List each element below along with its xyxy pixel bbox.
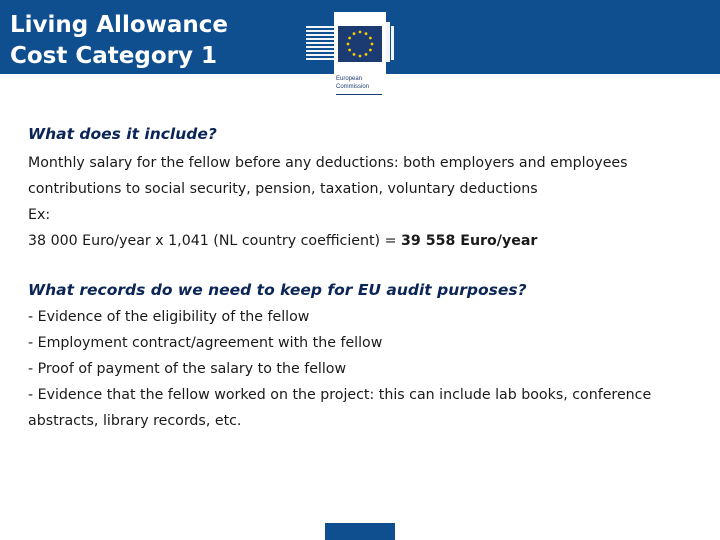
slide-content [28, 124, 688, 434]
records-list [28, 304, 688, 434]
example-result: 39 558 Euro/year [401, 233, 538, 249]
list-item: - Proof of payment of the salary to the fellow [28, 361, 347, 377]
eu-flag-icon [300, 12, 396, 74]
title-line-2: Cost Category 1 [10, 43, 217, 69]
european-commission-logo [300, 12, 396, 102]
example-label: Ex: [28, 207, 51, 223]
logo-text-line-2: Commission [336, 84, 370, 90]
section-heading-include: What does it include? [28, 125, 217, 143]
example-calculation [28, 228, 688, 254]
title-line-1: Living Allowance [10, 12, 229, 38]
logo-text [336, 75, 396, 91]
list-item: - Evidence that the fellow worked on the project: this can include lab books, conference abstracts, library records, etc. [28, 387, 652, 429]
example-calc-text: 38 000 Euro/year x 1,041 (NL country coefficient) = [28, 233, 402, 249]
slide-title [10, 10, 228, 72]
list-item: - Evidence of the eligibility of the fellow [28, 309, 310, 325]
logo-text-line-1: European [336, 76, 363, 82]
section-heading-records: What records do we need to keep for EU audit purposes? [28, 281, 527, 299]
include-description: Monthly salary for the fellow before any deductions: both employers and employees contributions to social security, pension, taxation, voluntary deductions [28, 155, 628, 197]
logo-underline [336, 94, 382, 95]
list-item: - Employment contract/agreement with the fellow [28, 335, 383, 351]
footer-accent-tab [325, 523, 395, 540]
